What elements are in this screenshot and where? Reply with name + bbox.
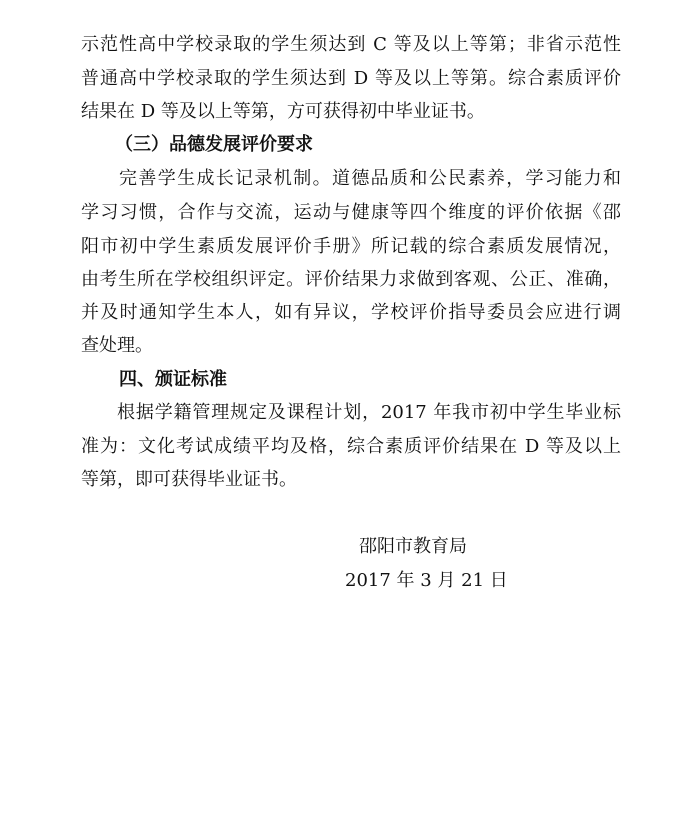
paragraph-line: 学习习惯，合作与交流，运动与健康等四个维度的评价依据《邵 [81,202,621,223]
paragraph-line: 结果在 D 等及以上等第，方可获得初中毕业证书。 [81,101,485,122]
paragraph-line: 并及时通知学生本人，如有异议，学校评价指导委员会应进行调 [81,302,621,323]
paragraph-line: 示范性高中学校录取的学生须达到 C 等及以上等第；非省示范性 [81,34,621,55]
section-heading-4: 四、颁证标准 [119,369,227,390]
paragraph-line: 根据学籍管理规定及课程计划，2017 年我市初中学生毕业标 [117,402,621,423]
issue-date: 2017 年 3 月 21 日 [345,570,508,591]
paragraph-line: 阳市初中学生素质发展评价手册》所记载的综合素质发展情况， [81,236,621,257]
issuer-name: 邵阳市教育局 [359,536,467,557]
paragraph-line: 普通高中学校录取的学生须达到 D 等及以上等第。综合素质评价 [81,68,621,89]
section-heading-3: （三）品德发展评价要求 [115,134,313,155]
paragraph-line: 等第，即可获得毕业证书。 [81,469,297,490]
paragraph-line: 查处理。 [81,335,153,356]
paragraph-line: 准为：文化考试成绩平均及格，综合素质评价结果在 D 等及以上 [81,436,621,457]
paragraph-line: 完善学生成长记录机制。道德品质和公民素养，学习能力和 [119,168,621,189]
paragraph-line: 由考生所在学校组织评定。评价结果力求做到客观、公正、准确， [81,269,621,290]
